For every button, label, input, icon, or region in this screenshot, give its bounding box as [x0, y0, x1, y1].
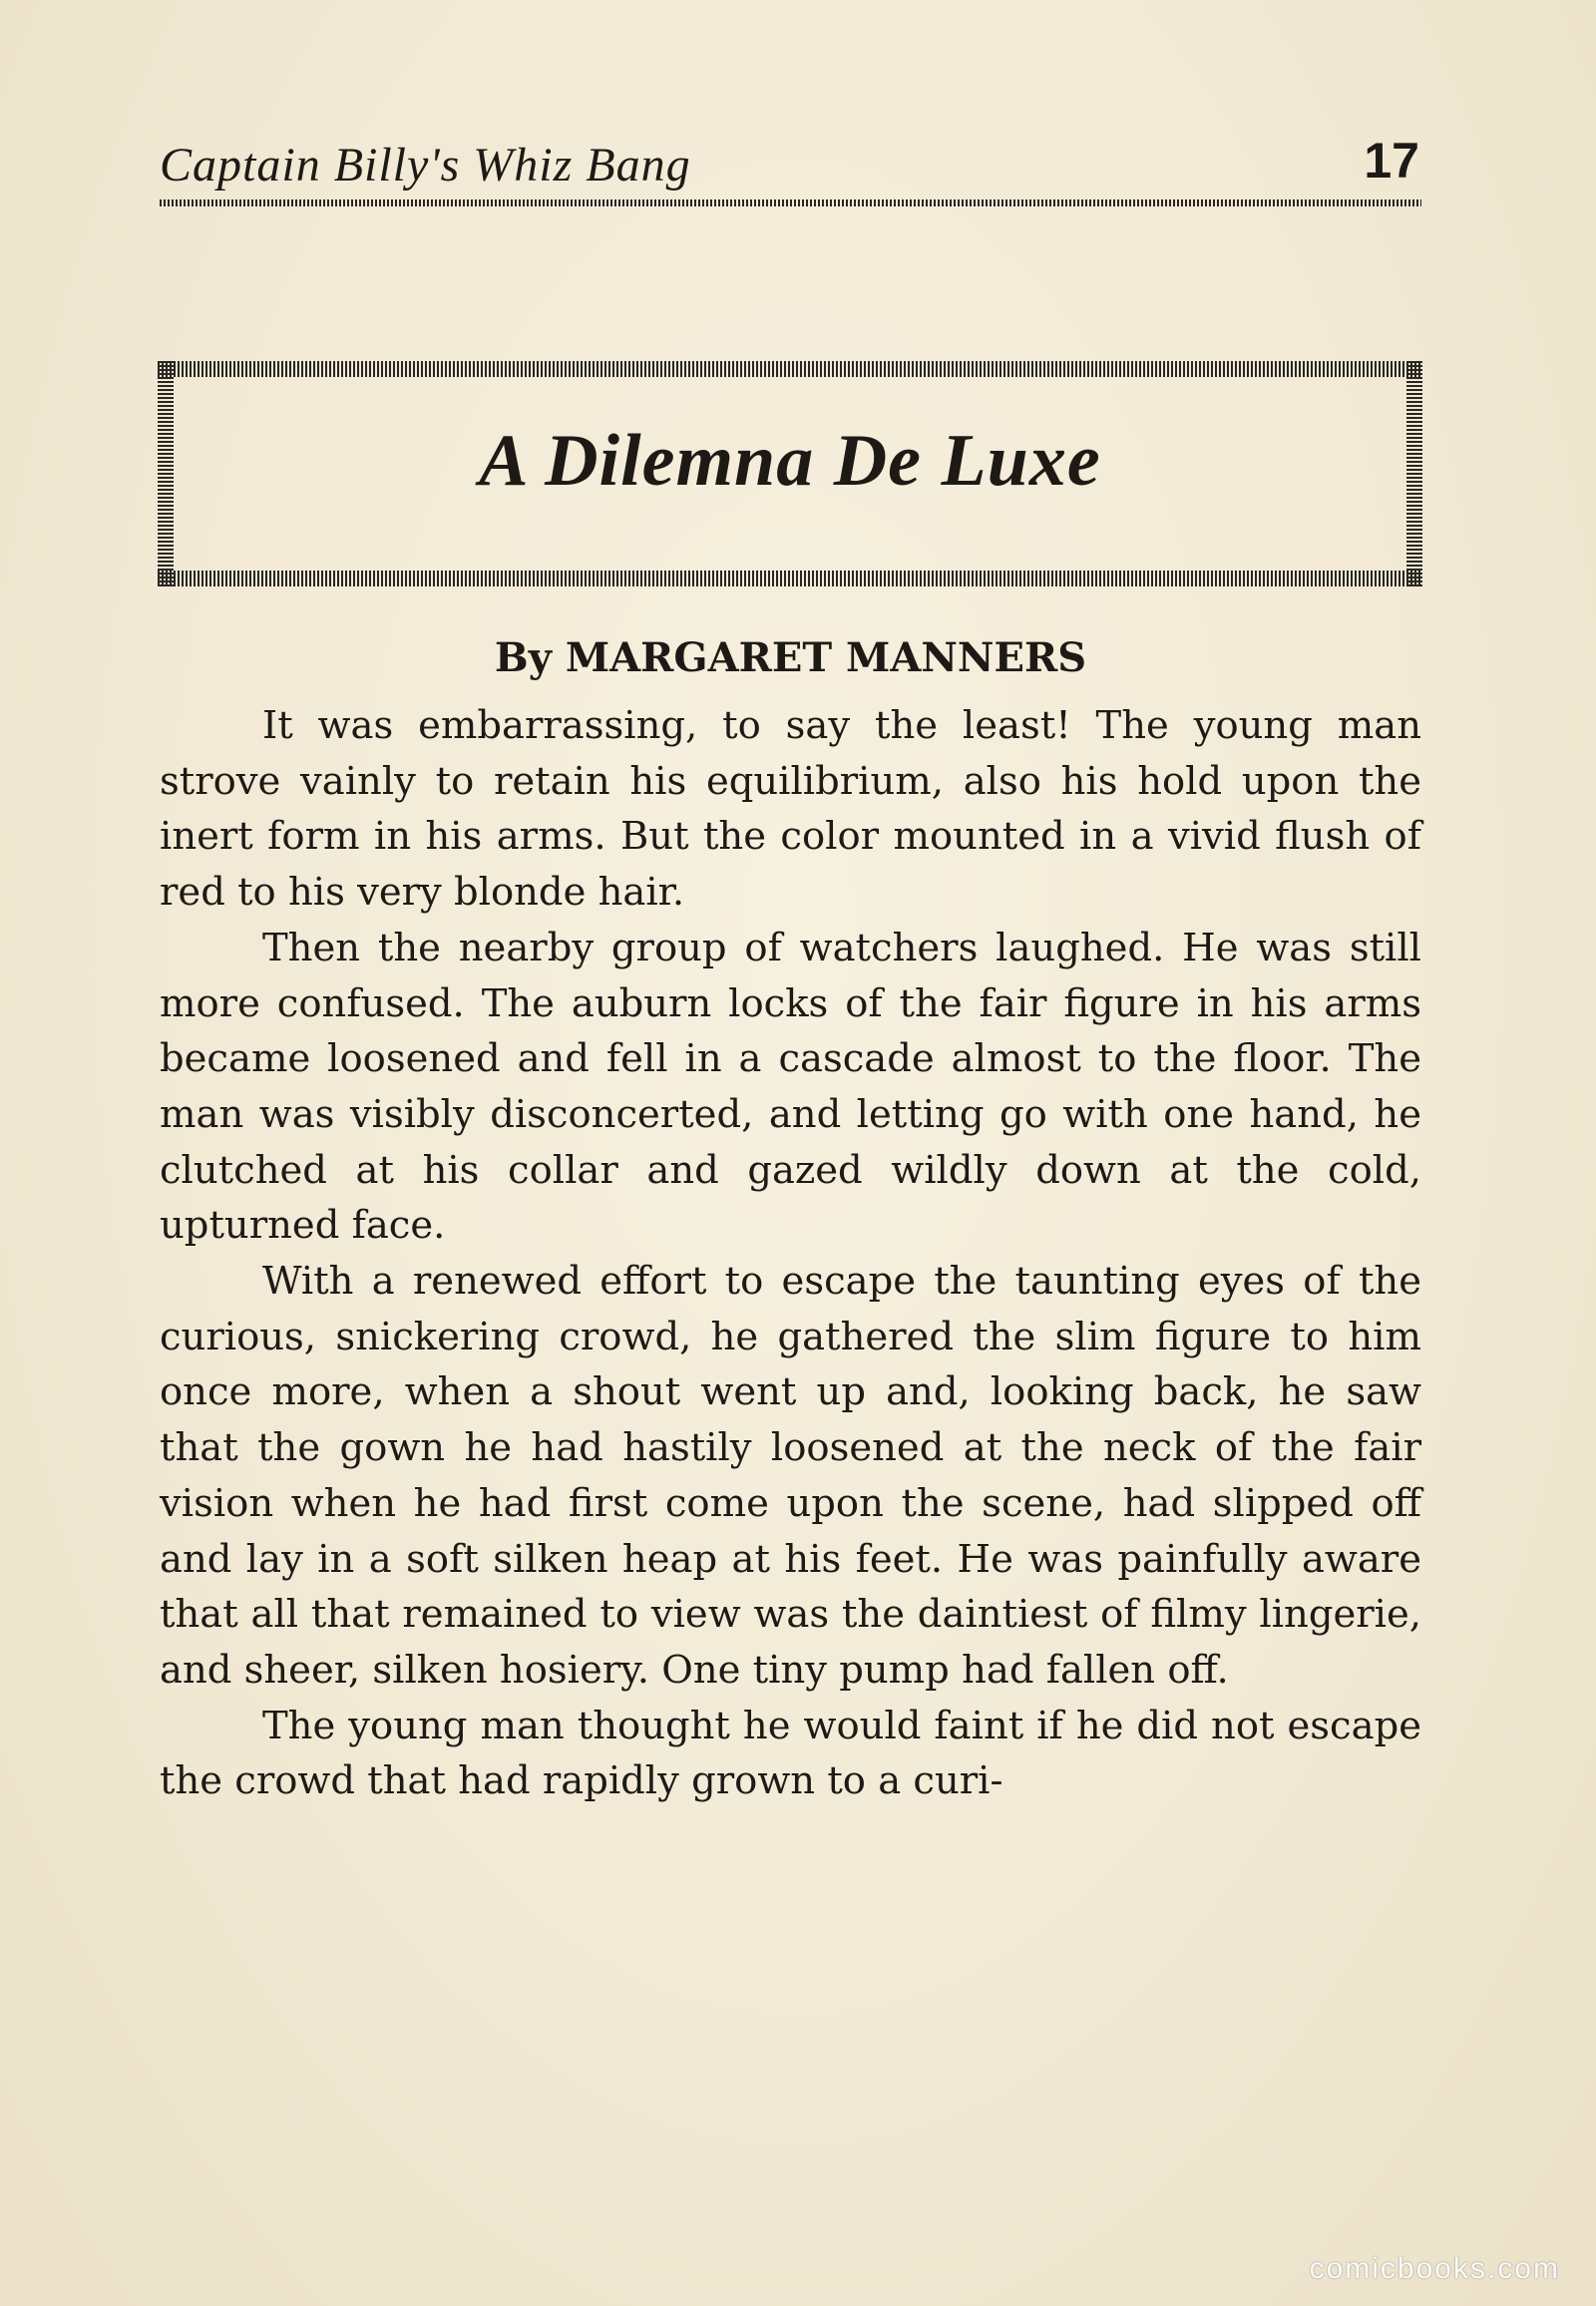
title-frame — [158, 361, 1422, 586]
watermark: comicbooks.com — [1309, 2252, 1560, 2285]
paragraph: Then the nearby group of watchers laughed. He was still more confused. The auburn locks of the fair figure in his arms became loosened and fell in a cascade almost to the floor. The man was visibly disconcerted, and letting go with one hand, he clutched at his collar and gazed wildly down at the cold, upturned face. — [160, 925, 1421, 1249]
header-dotted-rule — [160, 199, 1421, 206]
title-frame-top-edge — [158, 361, 1422, 377]
paragraph: It was embarrassing, to say the least! The young man strove vainly to retain his equilibrium, also his hold upon the inert form in his arms. But the color mounted in a vivid flush of red to his very blonde hair. — [160, 703, 1421, 916]
running-header — [160, 133, 1421, 207]
story-body — [160, 698, 1421, 1809]
byline: By MARGARET MANNERS — [494, 634, 1087, 681]
paragraph: With a renewed effort to escape the taunting eyes of the curious, snickering crowd, he gathered the slim figure to him once more, when a shout went up and, looking back, he saw that the gown he had hastily loosened at the neck of the fair vision when he had first come upon the scene, had slipped off and lay in a soft silken heap at his feet. He was painfully aware that all that remained to view was the daintiest of filmy lingerie, and sheer, silken hosiery. One tiny pump had fallen off. — [160, 1259, 1421, 1693]
story-title: A Dilemna De Luxe — [479, 420, 1101, 502]
magazine-title: Captain Billy's Whiz Bang — [160, 139, 691, 192]
page-number: 17 — [1364, 133, 1419, 189]
title-frame-bottom-edge — [158, 571, 1422, 586]
paragraph: The young man thought he would faint if he did not escape the crowd that had rapidly grown to a curi- — [160, 1703, 1421, 1804]
